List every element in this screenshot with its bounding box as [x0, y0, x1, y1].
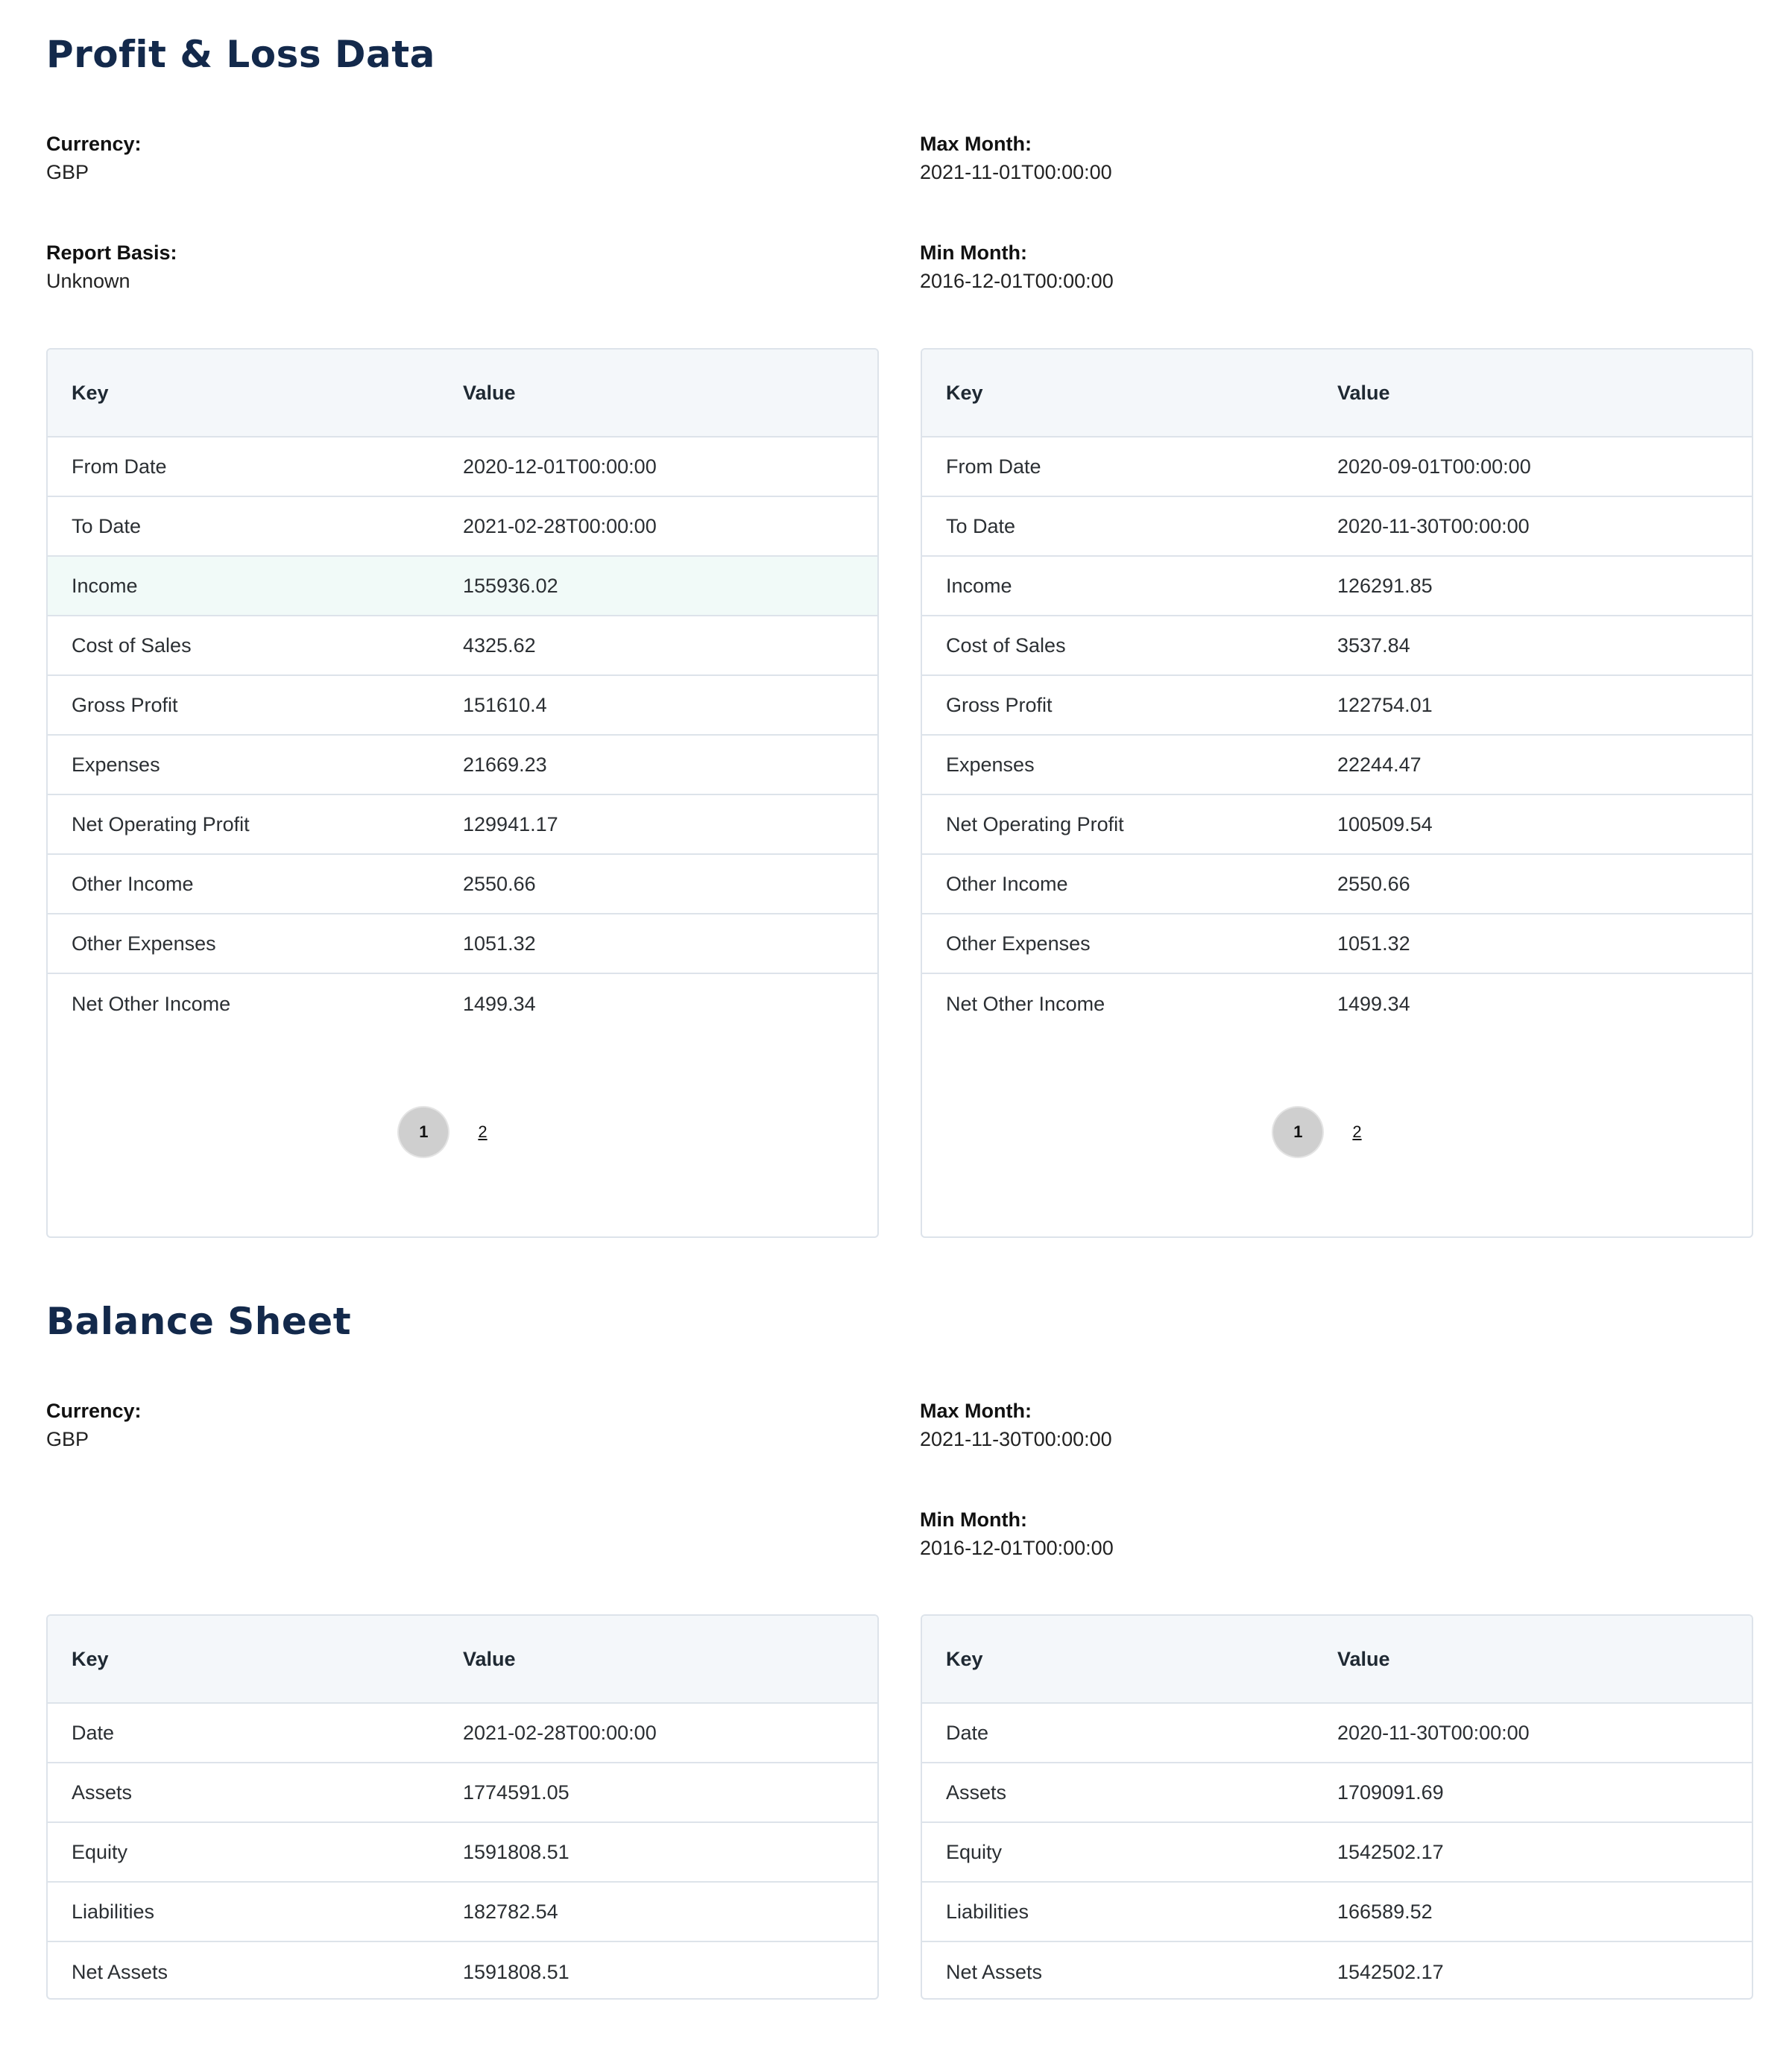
- table-row: [922, 1942, 1752, 2000]
- bs-min-month: [920, 1505, 1114, 1562]
- row-key: Other Income: [72, 872, 194, 895]
- table-row: [922, 736, 1752, 795]
- pnl-min-month: [920, 238, 1114, 295]
- table-row: [922, 974, 1752, 1034]
- row-value: 155936.02: [463, 574, 558, 597]
- bs-min-month-label: Min Month:: [920, 1508, 1027, 1531]
- key-header: Key: [72, 381, 109, 404]
- row-value: 21669.23: [463, 753, 547, 776]
- row-value: 151610.4: [463, 693, 547, 716]
- table-row: [922, 855, 1752, 914]
- bs-title: Balance Sheet: [46, 1300, 352, 1343]
- table-row: [48, 914, 877, 974]
- row-key: Net Other Income: [946, 992, 1105, 1015]
- table-row: [922, 676, 1752, 736]
- row-key: Gross Profit: [72, 693, 178, 716]
- value-header: Value: [1337, 1647, 1390, 1670]
- row-value: 166589.52: [1337, 1900, 1433, 1923]
- table-header: [48, 1616, 877, 1704]
- table-row: [922, 1704, 1752, 1763]
- row-key: Other Expenses: [72, 932, 216, 955]
- row-key: Date: [946, 1721, 989, 1744]
- page-1-button[interactable]: 1: [1273, 1108, 1322, 1157]
- pnl-currency-label: Currency:: [46, 133, 142, 155]
- key-header: Key: [946, 381, 983, 404]
- row-key: To Date: [946, 514, 1016, 537]
- table-header: [922, 350, 1752, 437]
- row-value: 1591808.51: [463, 1960, 570, 1983]
- pnl-currency: [46, 130, 142, 186]
- pnl-table-left: [46, 348, 879, 1238]
- table-row: [48, 1883, 877, 1942]
- row-key: Equity: [946, 1840, 1003, 1863]
- pnl-table-right: [921, 348, 1753, 1238]
- row-key: Income: [72, 574, 138, 597]
- table-row: [48, 437, 877, 497]
- table-row: [48, 1823, 877, 1883]
- table-row: [48, 616, 877, 676]
- row-value: 1774591.05: [463, 1780, 570, 1804]
- pnl-title: Profit & Loss Data: [46, 33, 435, 76]
- table-row: [48, 1942, 877, 2000]
- table-row: [48, 1763, 877, 1823]
- pnl-max-month: [920, 130, 1112, 186]
- table-header: [922, 1616, 1752, 1704]
- pagination: [48, 1108, 877, 1157]
- value-header: Value: [1337, 381, 1390, 404]
- row-key: Other Income: [946, 872, 1068, 895]
- table-row: [48, 1704, 877, 1763]
- row-value: 1542502.17: [1337, 1960, 1444, 1983]
- bs-table-left: [46, 1614, 879, 2000]
- table-row: [922, 497, 1752, 557]
- row-key: Date: [72, 1721, 115, 1744]
- table-row: [48, 795, 877, 855]
- row-value: 1051.32: [463, 932, 536, 955]
- table-header: [48, 350, 877, 437]
- table-row: [48, 676, 877, 736]
- row-value: 1709091.69: [1337, 1780, 1444, 1804]
- table-row: [922, 795, 1752, 855]
- row-key: Net Operating Profit: [946, 812, 1124, 835]
- row-value: 22244.47: [1337, 753, 1422, 776]
- row-key: Net Other Income: [72, 992, 231, 1015]
- pnl-max-month-value: 2021-11-01T00:00:00: [920, 161, 1112, 183]
- row-value: 129941.17: [463, 812, 558, 835]
- row-key: Other Expenses: [946, 932, 1091, 955]
- row-key: Net Assets: [946, 1960, 1043, 1983]
- row-key: From Date: [72, 455, 167, 478]
- row-key: Cost of Sales: [946, 633, 1066, 657]
- row-key: Assets: [72, 1780, 133, 1804]
- pnl-basis-value: Unknown: [46, 270, 130, 292]
- row-value: 2020-11-30T00:00:00: [1337, 1721, 1530, 1744]
- table-row: [922, 437, 1752, 497]
- row-value: 122754.01: [1337, 693, 1433, 716]
- bs-currency: [46, 1397, 142, 1453]
- row-value: 1499.34: [463, 992, 536, 1015]
- table-row: [922, 1763, 1752, 1823]
- pagination: [922, 1108, 1752, 1157]
- row-key: Assets: [946, 1780, 1007, 1804]
- row-value: 1591808.51: [463, 1840, 570, 1863]
- row-value: 100509.54: [1337, 812, 1433, 835]
- pnl-min-month-value: 2016-12-01T00:00:00: [920, 270, 1114, 292]
- pnl-max-month-label: Max Month:: [920, 133, 1032, 155]
- row-key: Net Assets: [72, 1960, 168, 1983]
- row-value: 3537.84: [1337, 633, 1410, 657]
- row-value: 2021-02-28T00:00:00: [463, 514, 657, 537]
- table-row: [48, 974, 877, 1034]
- bs-currency-value: GBP: [46, 1428, 89, 1450]
- row-value: 2020-12-01T00:00:00: [463, 455, 657, 478]
- row-key: Expenses: [946, 753, 1035, 776]
- pnl-currency-value: GBP: [46, 161, 89, 183]
- row-key: From Date: [946, 455, 1041, 478]
- row-key: Net Operating Profit: [72, 812, 250, 835]
- table-row: [922, 616, 1752, 676]
- row-value: 2550.66: [1337, 872, 1410, 895]
- table-row: [922, 1823, 1752, 1883]
- row-key: Income: [946, 574, 1012, 597]
- row-key: To Date: [72, 514, 142, 537]
- bs-max-month-value: 2021-11-30T00:00:00: [920, 1428, 1112, 1450]
- row-value: 1499.34: [1337, 992, 1410, 1015]
- table-row: [922, 914, 1752, 974]
- key-header: Key: [72, 1647, 109, 1670]
- bs-currency-label: Currency:: [46, 1400, 142, 1422]
- table-row: [48, 855, 877, 914]
- row-key: Liabilities: [72, 1900, 155, 1923]
- table-row: [48, 497, 877, 557]
- row-key: Cost of Sales: [72, 633, 192, 657]
- value-header: Value: [463, 381, 516, 404]
- row-key: Equity: [72, 1840, 128, 1863]
- table-row: [48, 736, 877, 795]
- pnl-basis-label: Report Basis:: [46, 241, 177, 264]
- row-key: Liabilities: [946, 1900, 1029, 1923]
- bs-table-right: [921, 1614, 1753, 2000]
- pnl-basis: [46, 238, 177, 295]
- row-value: 2021-02-28T00:00:00: [463, 1721, 657, 1744]
- row-value: 126291.85: [1337, 574, 1433, 597]
- bs-max-month: [920, 1397, 1112, 1453]
- row-value: 1051.32: [1337, 932, 1410, 955]
- table-row: [48, 557, 877, 616]
- row-value: 182782.54: [463, 1900, 558, 1923]
- row-value: 2020-09-01T00:00:00: [1337, 455, 1531, 478]
- row-key: Gross Profit: [946, 693, 1053, 716]
- value-header: Value: [463, 1647, 516, 1670]
- row-value: 2020-11-30T00:00:00: [1337, 514, 1530, 537]
- row-value: 4325.62: [463, 633, 536, 657]
- bs-min-month-value: 2016-12-01T00:00:00: [920, 1537, 1114, 1559]
- page-1-button[interactable]: 1: [399, 1108, 448, 1157]
- table-row: [922, 1883, 1752, 1942]
- row-value: 1542502.17: [1337, 1840, 1444, 1863]
- bs-max-month-label: Max Month:: [920, 1400, 1032, 1422]
- pnl-min-month-label: Min Month:: [920, 241, 1027, 264]
- row-key: Expenses: [72, 753, 160, 776]
- page-2-link[interactable]: 2: [478, 1122, 488, 1141]
- key-header: Key: [946, 1647, 983, 1670]
- row-value: 2550.66: [463, 872, 536, 895]
- page-2-link[interactable]: 2: [1352, 1122, 1362, 1141]
- table-row: [922, 557, 1752, 616]
